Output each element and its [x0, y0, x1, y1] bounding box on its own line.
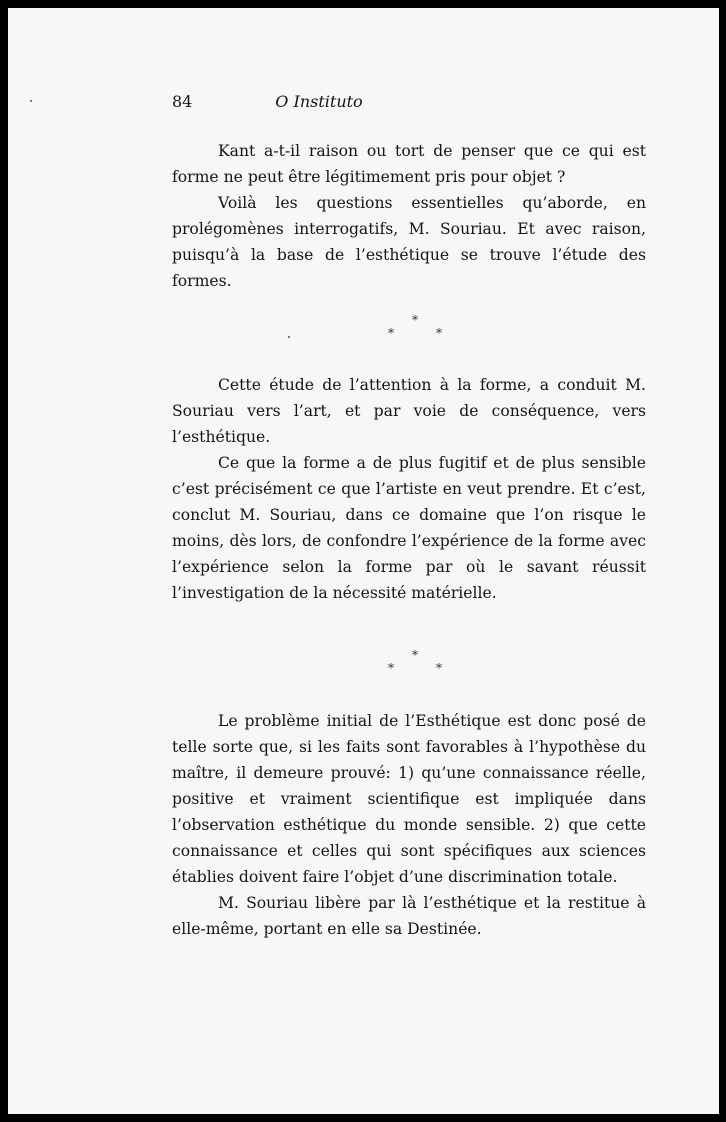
running-title: O Instituto	[275, 92, 363, 111]
asterisk: *	[436, 661, 442, 675]
section-separator	[378, 313, 448, 343]
paragraph: Voilà les questions essentielles qu’aborde, en prolégomènes interrogatifs, M. Souriau. Et avec raison, puisqu’à la base de l’esthétique se trouve l’étude des formes.	[172, 194, 646, 290]
text-block-1	[172, 138, 646, 294]
paragraph: Ce que la forme a de plus fugitif et de plus sensible c’est précisément ce que l’artiste en veut prendre. Et c’est, conclut M. Souriau, dans ce domaine que l’on risque le moins, dès lors, de confondre l’expérience de la forme avec l’expérience selon la forme par où le savant réussit l’investigation de la nécessité matérielle.	[172, 454, 646, 602]
paragraph: Kant a-t-il raison ou tort de penser que ce qui est forme ne peut être légitimement pris pour objet ?	[172, 142, 646, 186]
asterisk: *	[388, 661, 394, 675]
section-separator	[378, 648, 448, 678]
asterisk: *	[412, 313, 418, 327]
text-block-3	[172, 708, 646, 942]
scan-speck	[30, 100, 32, 102]
asterisk: *	[412, 648, 418, 662]
paragraph: Cette étude de l’attention à la forme, a conduit M. Souriau vers l’art, et par voie de conséquence, vers l’esthétique.	[172, 376, 646, 446]
scan-speck	[288, 336, 290, 338]
paragraph: Le problème initial de l’Esthétique est donc posé de telle sorte que, si les faits sont favorables à l’hypothèse du maître, il demeure prouvé: 1) qu’une connaissance réelle, positive et vraiment scientifique est impliquée dans l’observation esthétique du monde sensible. 2) que cette connaissance et celles qui sont spécifiques aux sciences établies doivent faire l’objet d’une discrimination totale.	[172, 712, 646, 886]
paragraph: M. Souriau libère par là l’esthétique et la restitue à elle-même, portant en elle sa Destinée.	[172, 894, 646, 938]
page	[8, 8, 719, 1114]
text-block-2	[172, 372, 646, 606]
page-number: 84	[172, 92, 193, 111]
asterisk: *	[436, 326, 442, 340]
asterisk: *	[388, 326, 394, 340]
